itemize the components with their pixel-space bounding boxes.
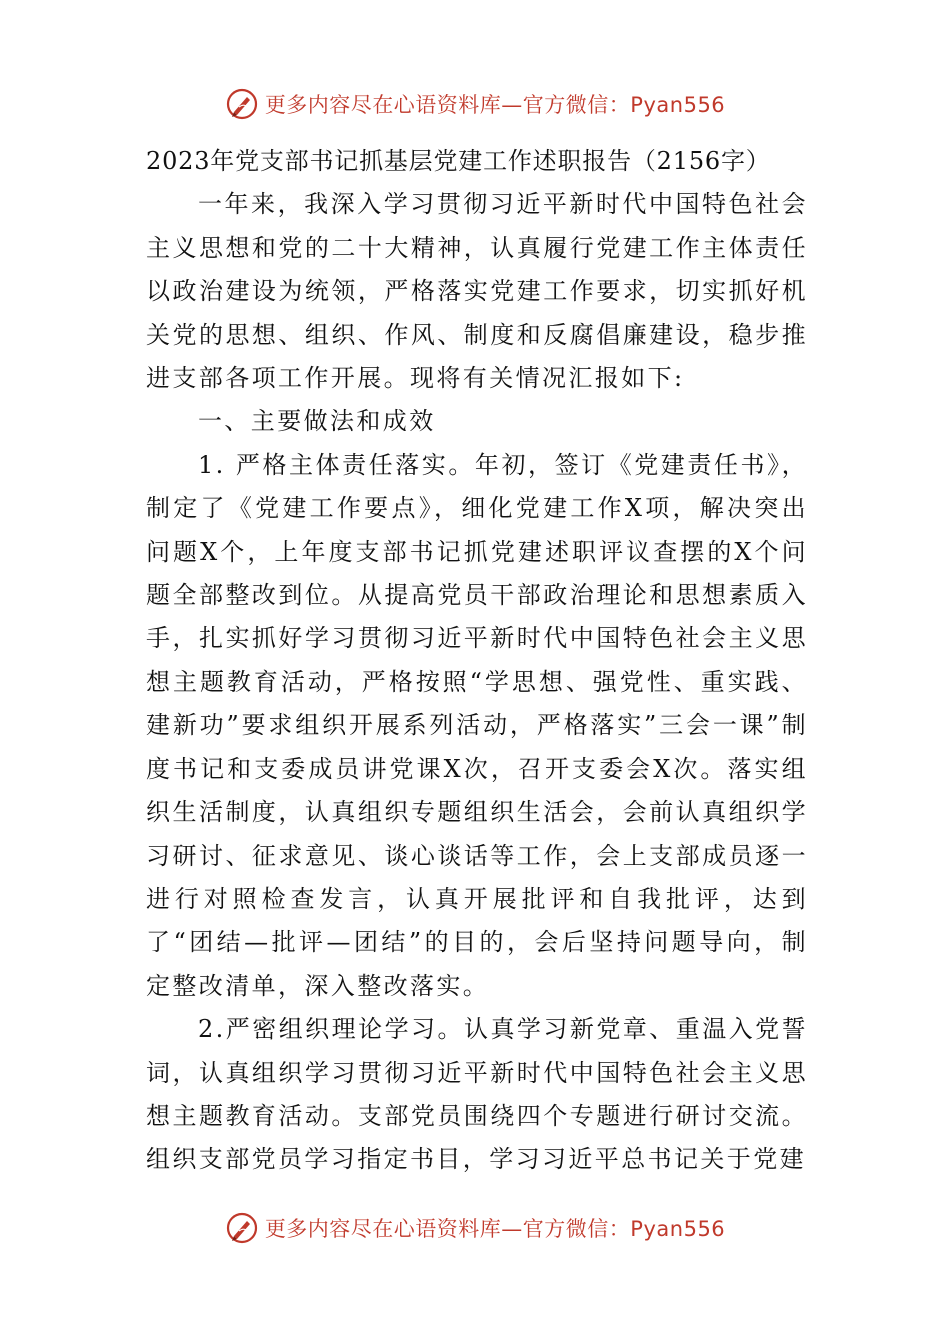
header-watermark-banner bbox=[0, 84, 950, 124]
footer-watermark-banner bbox=[0, 1208, 950, 1248]
paragraph-item-1: 1. 严格主体责任落实。年初，签订《党建责任书》，制定了《党建工作要点》，细化党建工作X项，解决突出问题X个，上年度支部书记抓党建述职评议查摆的X个问题全部整改到位。从提高党员干部政治理论和思想素质入手，扎实抓好学习贯彻习近平新时代中国特色社会主义思想主题教育活动，严格按照“学思想、强党性、重实践、建新功”要求组织开展系列活动，严格落实”三会一课”制度书记和支委成员讲党课X次，召开支委会X次。落实组织生活制度，认真组织专题组织生活会，会前认真组织学习研讨、征求意见、谈心谈话等工作，会上支部成员逐一进行对照检查发言，认真开展批评和自我批评，达到了“团结—批评—团结”的目的，会后坚持问题导向，制定整改清单，深入整改落实。 bbox=[146, 450, 808, 1000]
watermark-text: 更多内容尽在心语资料库—官方微信：Pyan556 bbox=[264, 93, 726, 117]
document-body bbox=[146, 140, 808, 1182]
watermark-text: 更多内容尽在心语资料库—官方微信：Pyan556 bbox=[264, 1217, 726, 1241]
paragraph-intro: 一年来，我深入学习贯彻习近平新时代中国特色社会主义思想和党的二十大精神，认真履行党建工作主体责任以政治建设为统领，严格落实党建工作要求，切实抓好机关党的思想、组织、作风、制度和反腐倡廉建设，稳步推进支部各项工作开展。现将有关情况汇报如下: bbox=[146, 190, 808, 393]
document-title: 2023年党支部书记抓基层党建工作述职报告（2156字） bbox=[146, 147, 771, 175]
pen-circle-logo-icon bbox=[225, 1211, 259, 1245]
paragraph-item-2: 2.严密组织理论学习。认真学习新党章、重温入党誓词，认真组织学习贯彻习近平新时代中国特色社会主义思想主题教育活动。支部党员围绕四个专题进行研讨交流。组织支部党员学习指定书目，学习习近平总书记关于党建 bbox=[146, 1015, 808, 1174]
section-heading: 一、主要做法和成效 bbox=[198, 407, 436, 436]
pen-circle-logo-icon bbox=[225, 87, 259, 121]
